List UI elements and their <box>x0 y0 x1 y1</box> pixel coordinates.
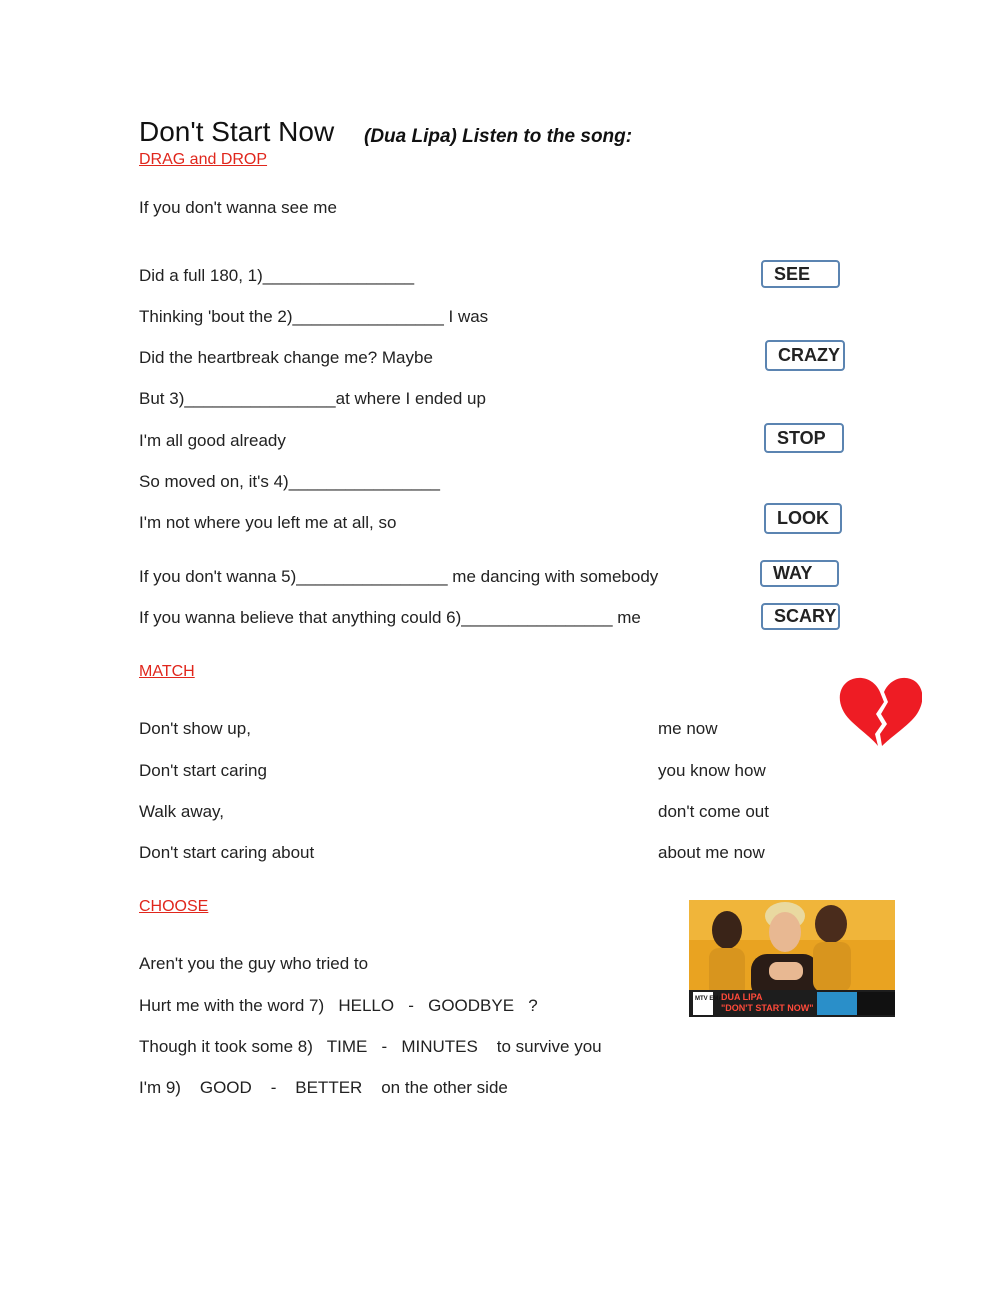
lyric-line[interactable]: So moved on, it's 4)________________ <box>139 472 440 491</box>
lyric-line[interactable]: But 3)________________at where I ended up <box>139 389 486 408</box>
match-right-item[interactable]: about me now <box>658 843 765 862</box>
lyric-line: I'm not where you left me at all, so <box>139 513 397 532</box>
lyric-line[interactable]: Thinking 'bout the 2)________________ I was <box>139 307 489 326</box>
word-way-draggable[interactable]: WAY <box>760 560 839 587</box>
choose-line[interactable]: Though it took some 8) TIME - MINUTES to survive you <box>139 1037 602 1056</box>
choose-line[interactable]: Hurt me with the word 7) HELLO - GOODBYE ? <box>139 996 538 1015</box>
mtv-logo: MTV EMA <box>695 996 723 1002</box>
match-left-item[interactable]: Don't start caring <box>139 761 267 780</box>
music-video-thumbnail[interactable] <box>689 900 895 1017</box>
match-left-item[interactable]: Don't start caring about <box>139 843 315 862</box>
word-crazy-draggable[interactable]: CRAZY <box>765 340 845 371</box>
match-right-item[interactable]: don't come out <box>658 802 769 821</box>
lyric-line: Did the heartbreak change me? Maybe <box>139 348 433 367</box>
lyric-line[interactable]: Did a full 180, 1)________________ <box>139 266 415 285</box>
lyric-line: If you don't wanna see me <box>139 198 337 217</box>
word-stop-draggable[interactable]: STOP <box>764 423 844 453</box>
section-match: MATCH <box>139 663 195 680</box>
word-look-draggable[interactable]: LOOK <box>764 503 842 534</box>
page-subtitle: (Dua Lipa) Listen to the song: <box>364 126 633 147</box>
match-right-item[interactable]: me now <box>658 719 718 738</box>
match-left-item[interactable]: Don't show up, <box>139 719 251 738</box>
choose-line[interactable]: I'm 9) GOOD - BETTER on the other side <box>139 1078 508 1097</box>
lyric-line[interactable]: If you wanna believe that anything could 6)________________ me <box>139 608 641 627</box>
choose-line: Aren't you the guy who tried to <box>139 954 369 973</box>
video-caption-artist: DUA LIPA <box>721 992 763 1002</box>
match-left-item[interactable]: Walk away, <box>139 802 225 821</box>
page-title: Don't Start Now <box>139 116 335 147</box>
word-scary-draggable[interactable]: SCARY <box>761 603 840 630</box>
lyric-line[interactable]: If you don't wanna 5)________________ me dancing with somebody <box>139 567 659 586</box>
section-drag-drop: DRAG and DROP <box>139 151 268 168</box>
video-caption-song: "DON'T START NOW" <box>721 1003 814 1013</box>
match-right-item[interactable]: you know how <box>658 761 766 780</box>
section-choose: CHOOSE <box>139 898 209 915</box>
lyric-line: I'm all good already <box>139 431 286 450</box>
word-see-draggable[interactable]: SEE <box>761 260 840 288</box>
broken-heart-icon <box>838 676 922 748</box>
